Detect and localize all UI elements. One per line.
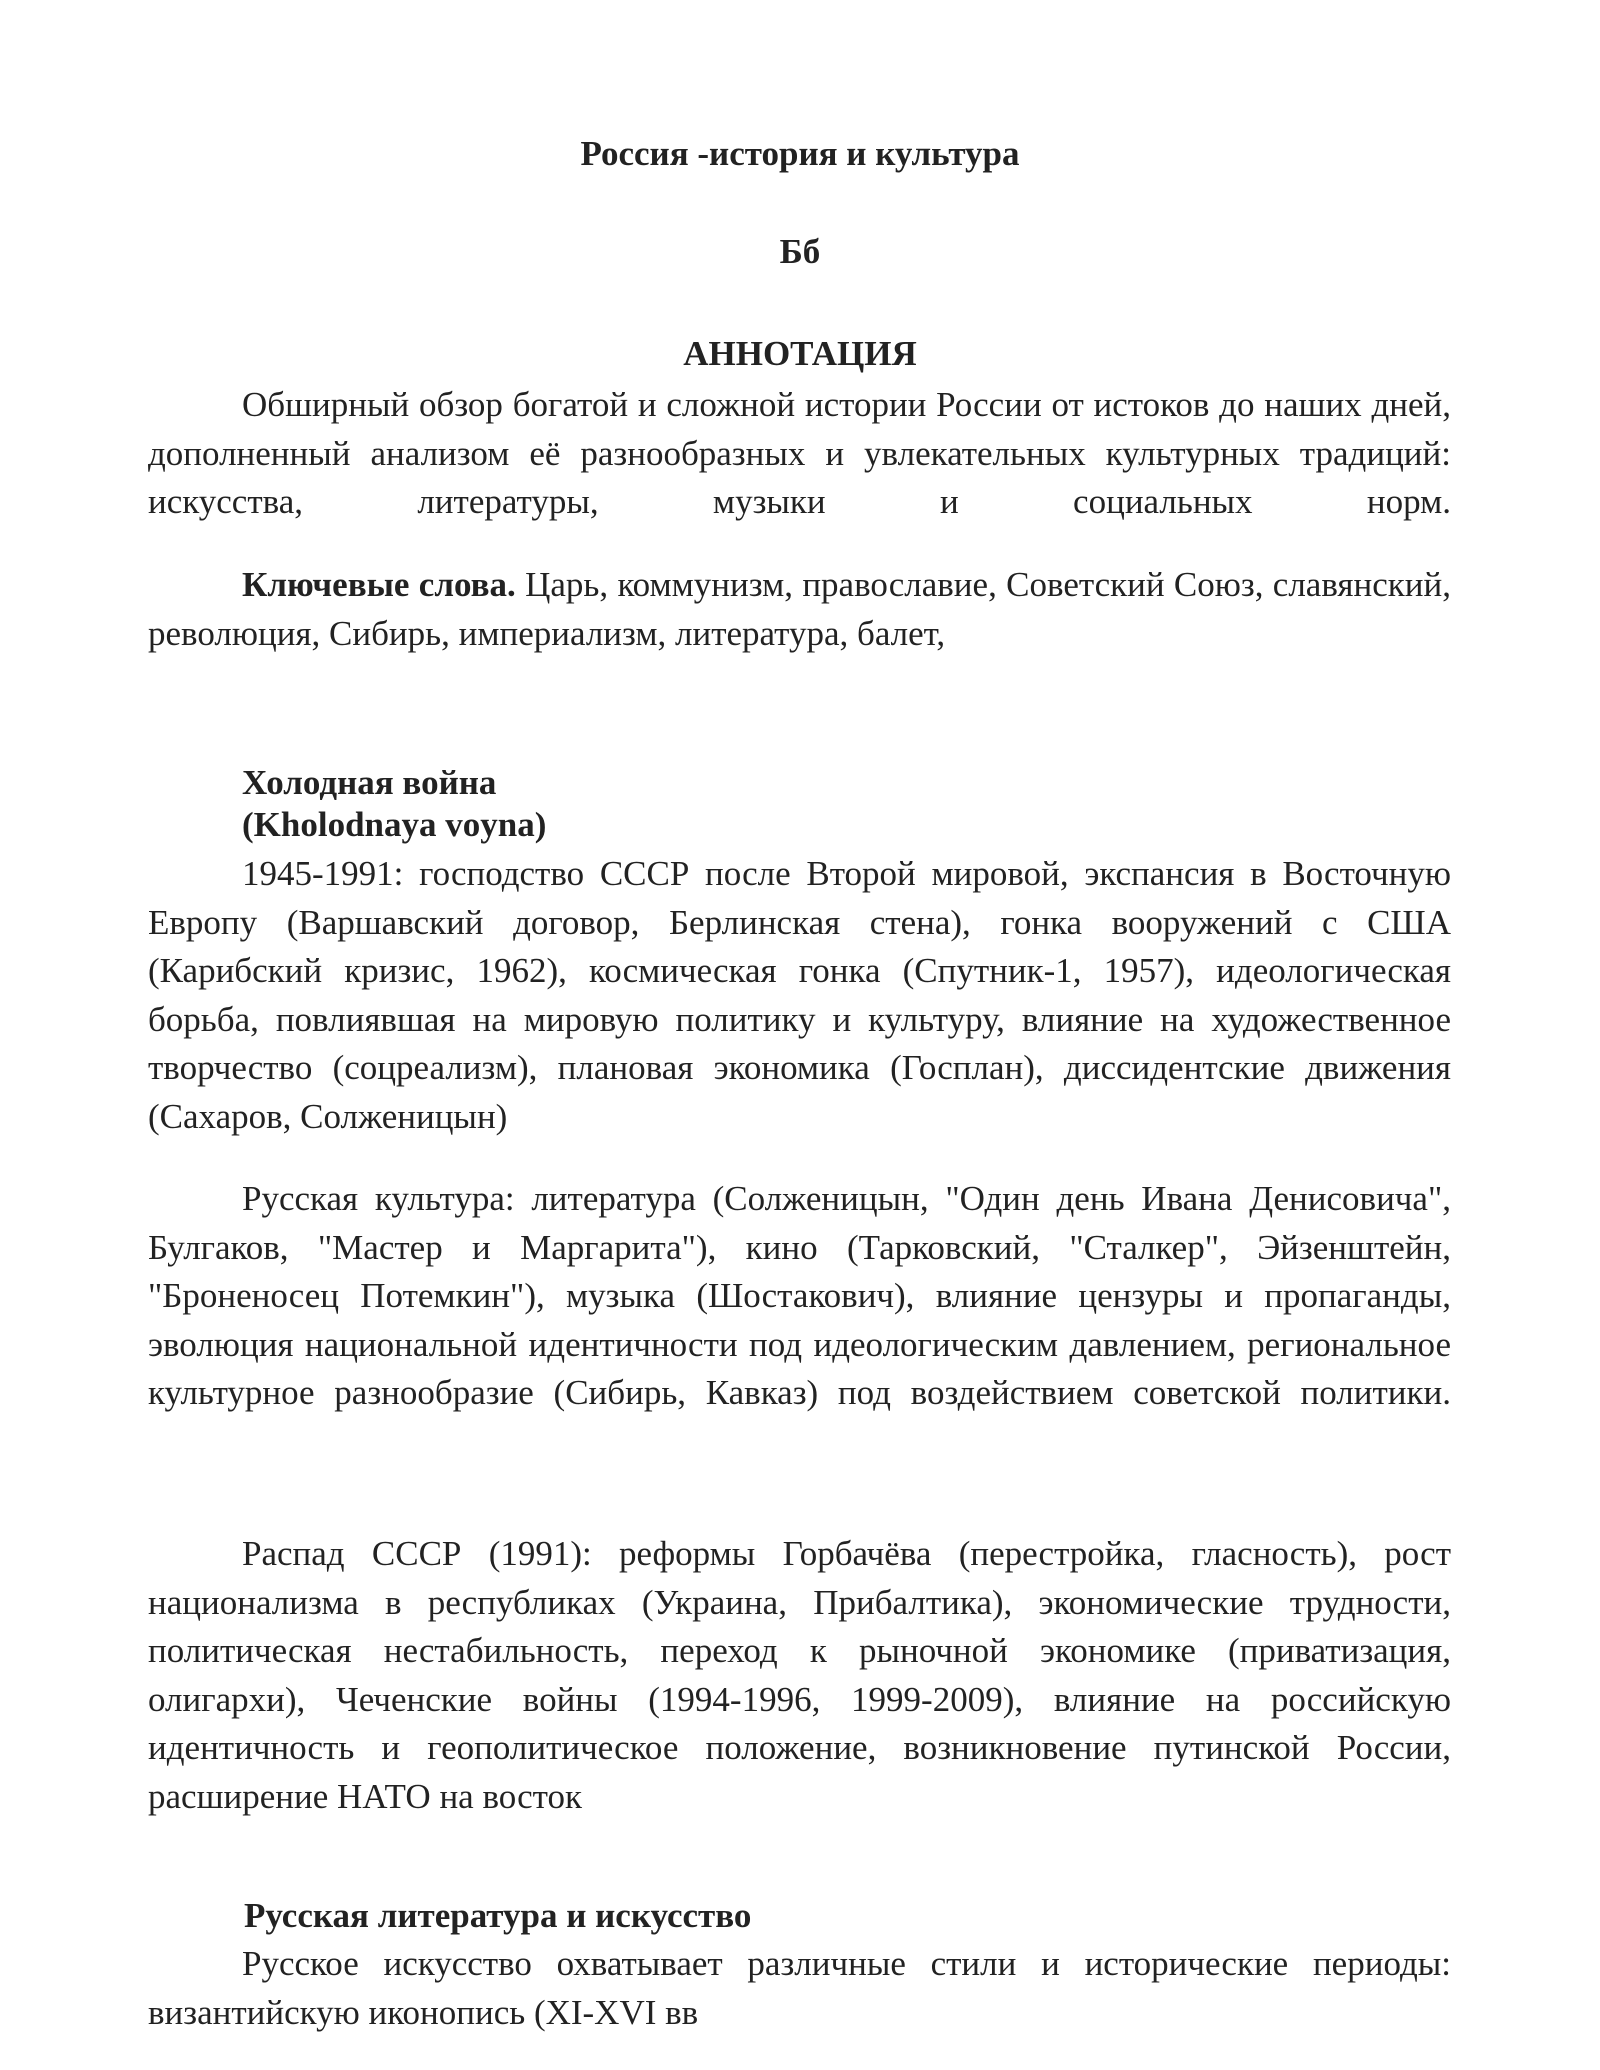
russian-culture-paragraph: Русская культура: литература (Солженицын, "Один день Ивана Денисовича", Булгаков, "Мастер и Маргарита"), кино (Тарковский, "Сталкер", Эйзенштейн, "Броненосец Потемкин"), музыка (Шостакович), влияние цензуры и пропаганды, эволюция национальной идентичности под идеологическим давлением, региональное культурное разнообразие (Сибирь, Кавказ) под воздействием советской политики. (148, 1179, 1451, 1412)
keywords-label: Ключевые слова. (242, 565, 516, 604)
document-subtitle: Бб (779, 232, 821, 271)
cold-war-heading-translit: (Kholodnaya voyna) (242, 805, 547, 844)
abstract-heading: АННОТАЦИЯ (683, 334, 917, 373)
cold-war-heading-ru: Холодная война (242, 763, 497, 802)
literature-paragraph: Русское искусство охватывает различные стили и исторические периоды: византийскую иконопись (XI-XVI вв (148, 1944, 1451, 2032)
keywords-paragraph (148, 561, 1451, 658)
ussr-collapse-paragraph: Распад СССР (1991): реформы Горбачёва (перестройка, гласность), рост национализма в республиках (Украина, Прибалтика), экономические трудности, политическая нестабильность, переход к рыночной экономике (приватизация, олигархи), Чеченские войны (1994-1996, 1999-2009), влияние на российскую идентичность и геополитическое положение, возникновение путинской России, расширение НАТО на восток (148, 1534, 1451, 1816)
cold-war-heading (148, 762, 1545, 846)
literature-heading: Русская литература и искусство (244, 1896, 752, 1935)
cold-war-paragraph: 1945-1991: господство СССР после Второй мировой, экспансия в Восточную Европу (Варшавский договор, Берлинская стена), гонка вооружений с США (Карибский кризис, 1962), космическая гонка (Спутник-1, 1957), идеологическая борьба, повлиявшая на мировую политику и культуру, влияние на художественное творчество (соцреализм), плановая экономика (Госплан), диссидентские движения (Сахаров, Солженицын) (148, 854, 1451, 1136)
abstract-paragraph: Обширный обзор богатой и сложной истории России от истоков до наших дней, дополненный анализом её разнообразных и увлекательных культурных традиций: искусства, литературы, музыки и социальных норм. (148, 385, 1451, 521)
keywords-list: Царь, коммунизм, православие, Советский Союз, славянский, революция, Сибирь, империализм, литература, балет, (148, 565, 1451, 653)
document-title: Россия -история и культура (580, 134, 1020, 173)
